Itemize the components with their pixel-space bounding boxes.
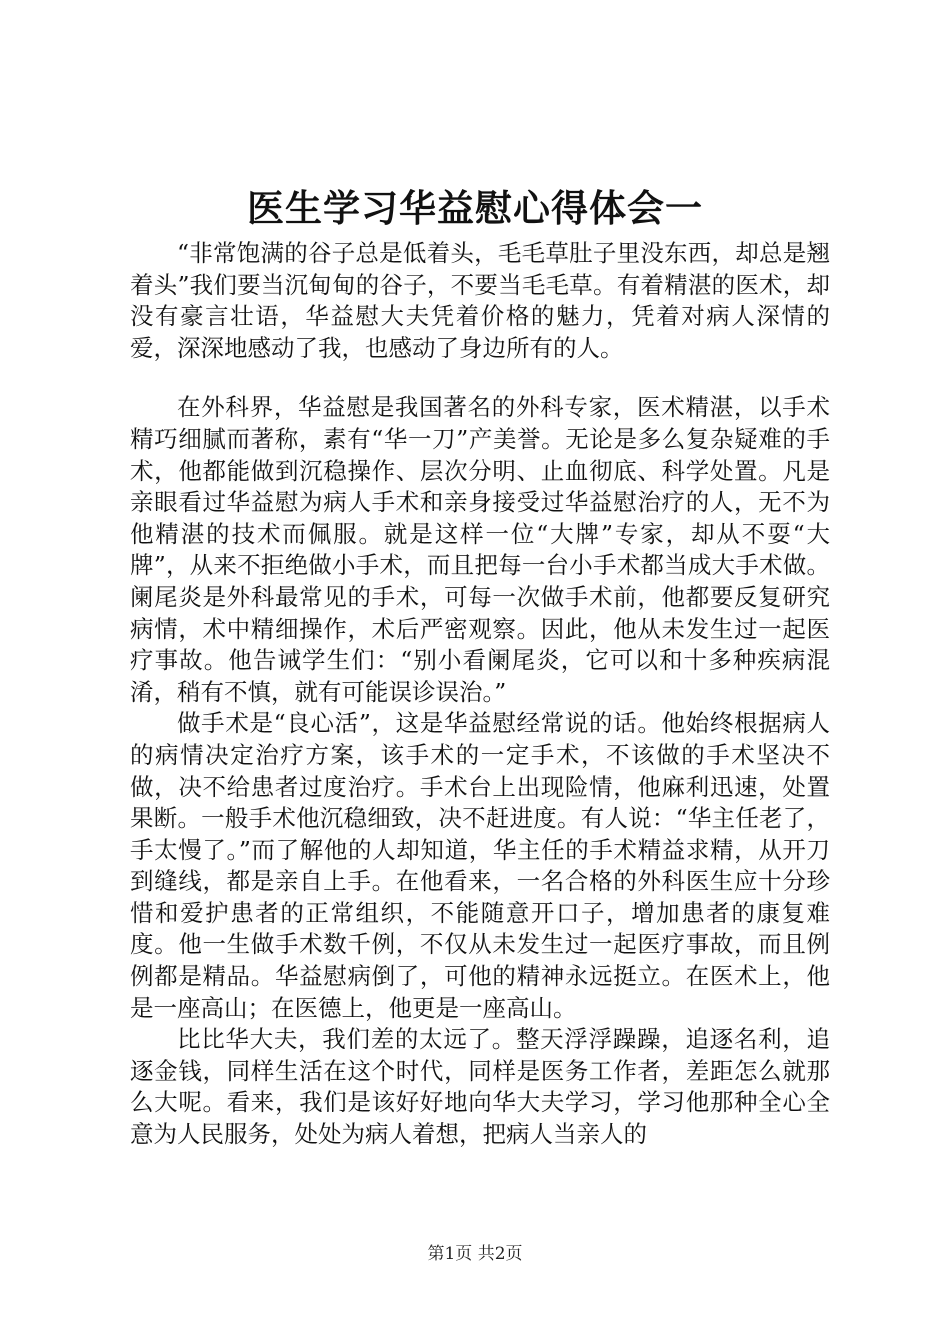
paragraph-3: 做手术是“良心活”，这是华益慰经常说的话。他始终根据病人的病情决定治疗方案，该手术的一定手术，不该做的手术坚决不做，决不给患者过度治疗。手术台上出现险情，他麻利迅速，处置果断。一般手术他沉稳细致，决不赶进度。有人说：“华主任老了，手太慢了。”而了解他的人却知道，华主任的手术精益求精，从开刀到缝线，都是亲自上手。在他看来，一名合格的外科医生应十分珍惜和爱护患者的正常组织，不能随意开口子，增加患者的康复难度。他一生做手术数千例，不仅从未发生过一起医疗事故，而且例例都是精品。华益慰病倒了，可他的精神永远挺立。在医术上，他是一座高山；在医德上，他更是一座高山。 bbox=[130, 709, 830, 1022]
paragraph-1: “非常饱满的谷子总是低着头，毛毛草肚子里没东西，却总是翘着头”我们要当沉甸甸的谷子，不要当毛毛草。有着精湛的医术，却没有豪言壮语，华益慰大夫凭着价格的魅力，凭着对病人深情的爱，深深地感动了我，也感动了身边所有的人。 bbox=[130, 239, 830, 362]
document-title: 医生学习华益慰心得体会一 bbox=[247, 186, 703, 230]
paragraph-2: 在外科界，华益慰是我国著名的外科专家，医术精湛，以手术精巧细腻而著称，素有“华一刀”产美誉。无论是多么复杂疑难的手术，他都能做到沉稳操作、层次分明、止血彻底、科学处置。凡是亲眼看过华益慰为病人手术和亲身接受过华益慰治疗的人，无不为他精湛的技术而佩服。就是这样一位“大牌”专家，却从不耍“大牌”，从来不拒绝做小手术，而且把每一台小手术都当成大手术做。阑尾炎是外科最常见的手术，可每一次做手术前，他都要反复研究病情，术中精细操作，术后严密观察。因此，他从未发生过一起医疗事故。他告诫学生们：“别小看阑尾炎，它可以和十多种疾病混淆，稍有不慎，就有可能误诊误治。” bbox=[130, 393, 830, 706]
document-body bbox=[130, 238, 830, 1151]
paragraph-4: 比比华大夫，我们差的太远了。整天浮浮躁躁，追逐名利，追逐金钱，同样生活在这个时代，同样是医务工作者，差距怎么就那么大呢。看来，我们是该好好地向华大夫学习，学习他那种全心全意为人民服务，处处为病人着想，把病人当亲人的 bbox=[130, 1025, 830, 1149]
page-number-footer: 第1页 共2页 bbox=[427, 1244, 523, 1264]
